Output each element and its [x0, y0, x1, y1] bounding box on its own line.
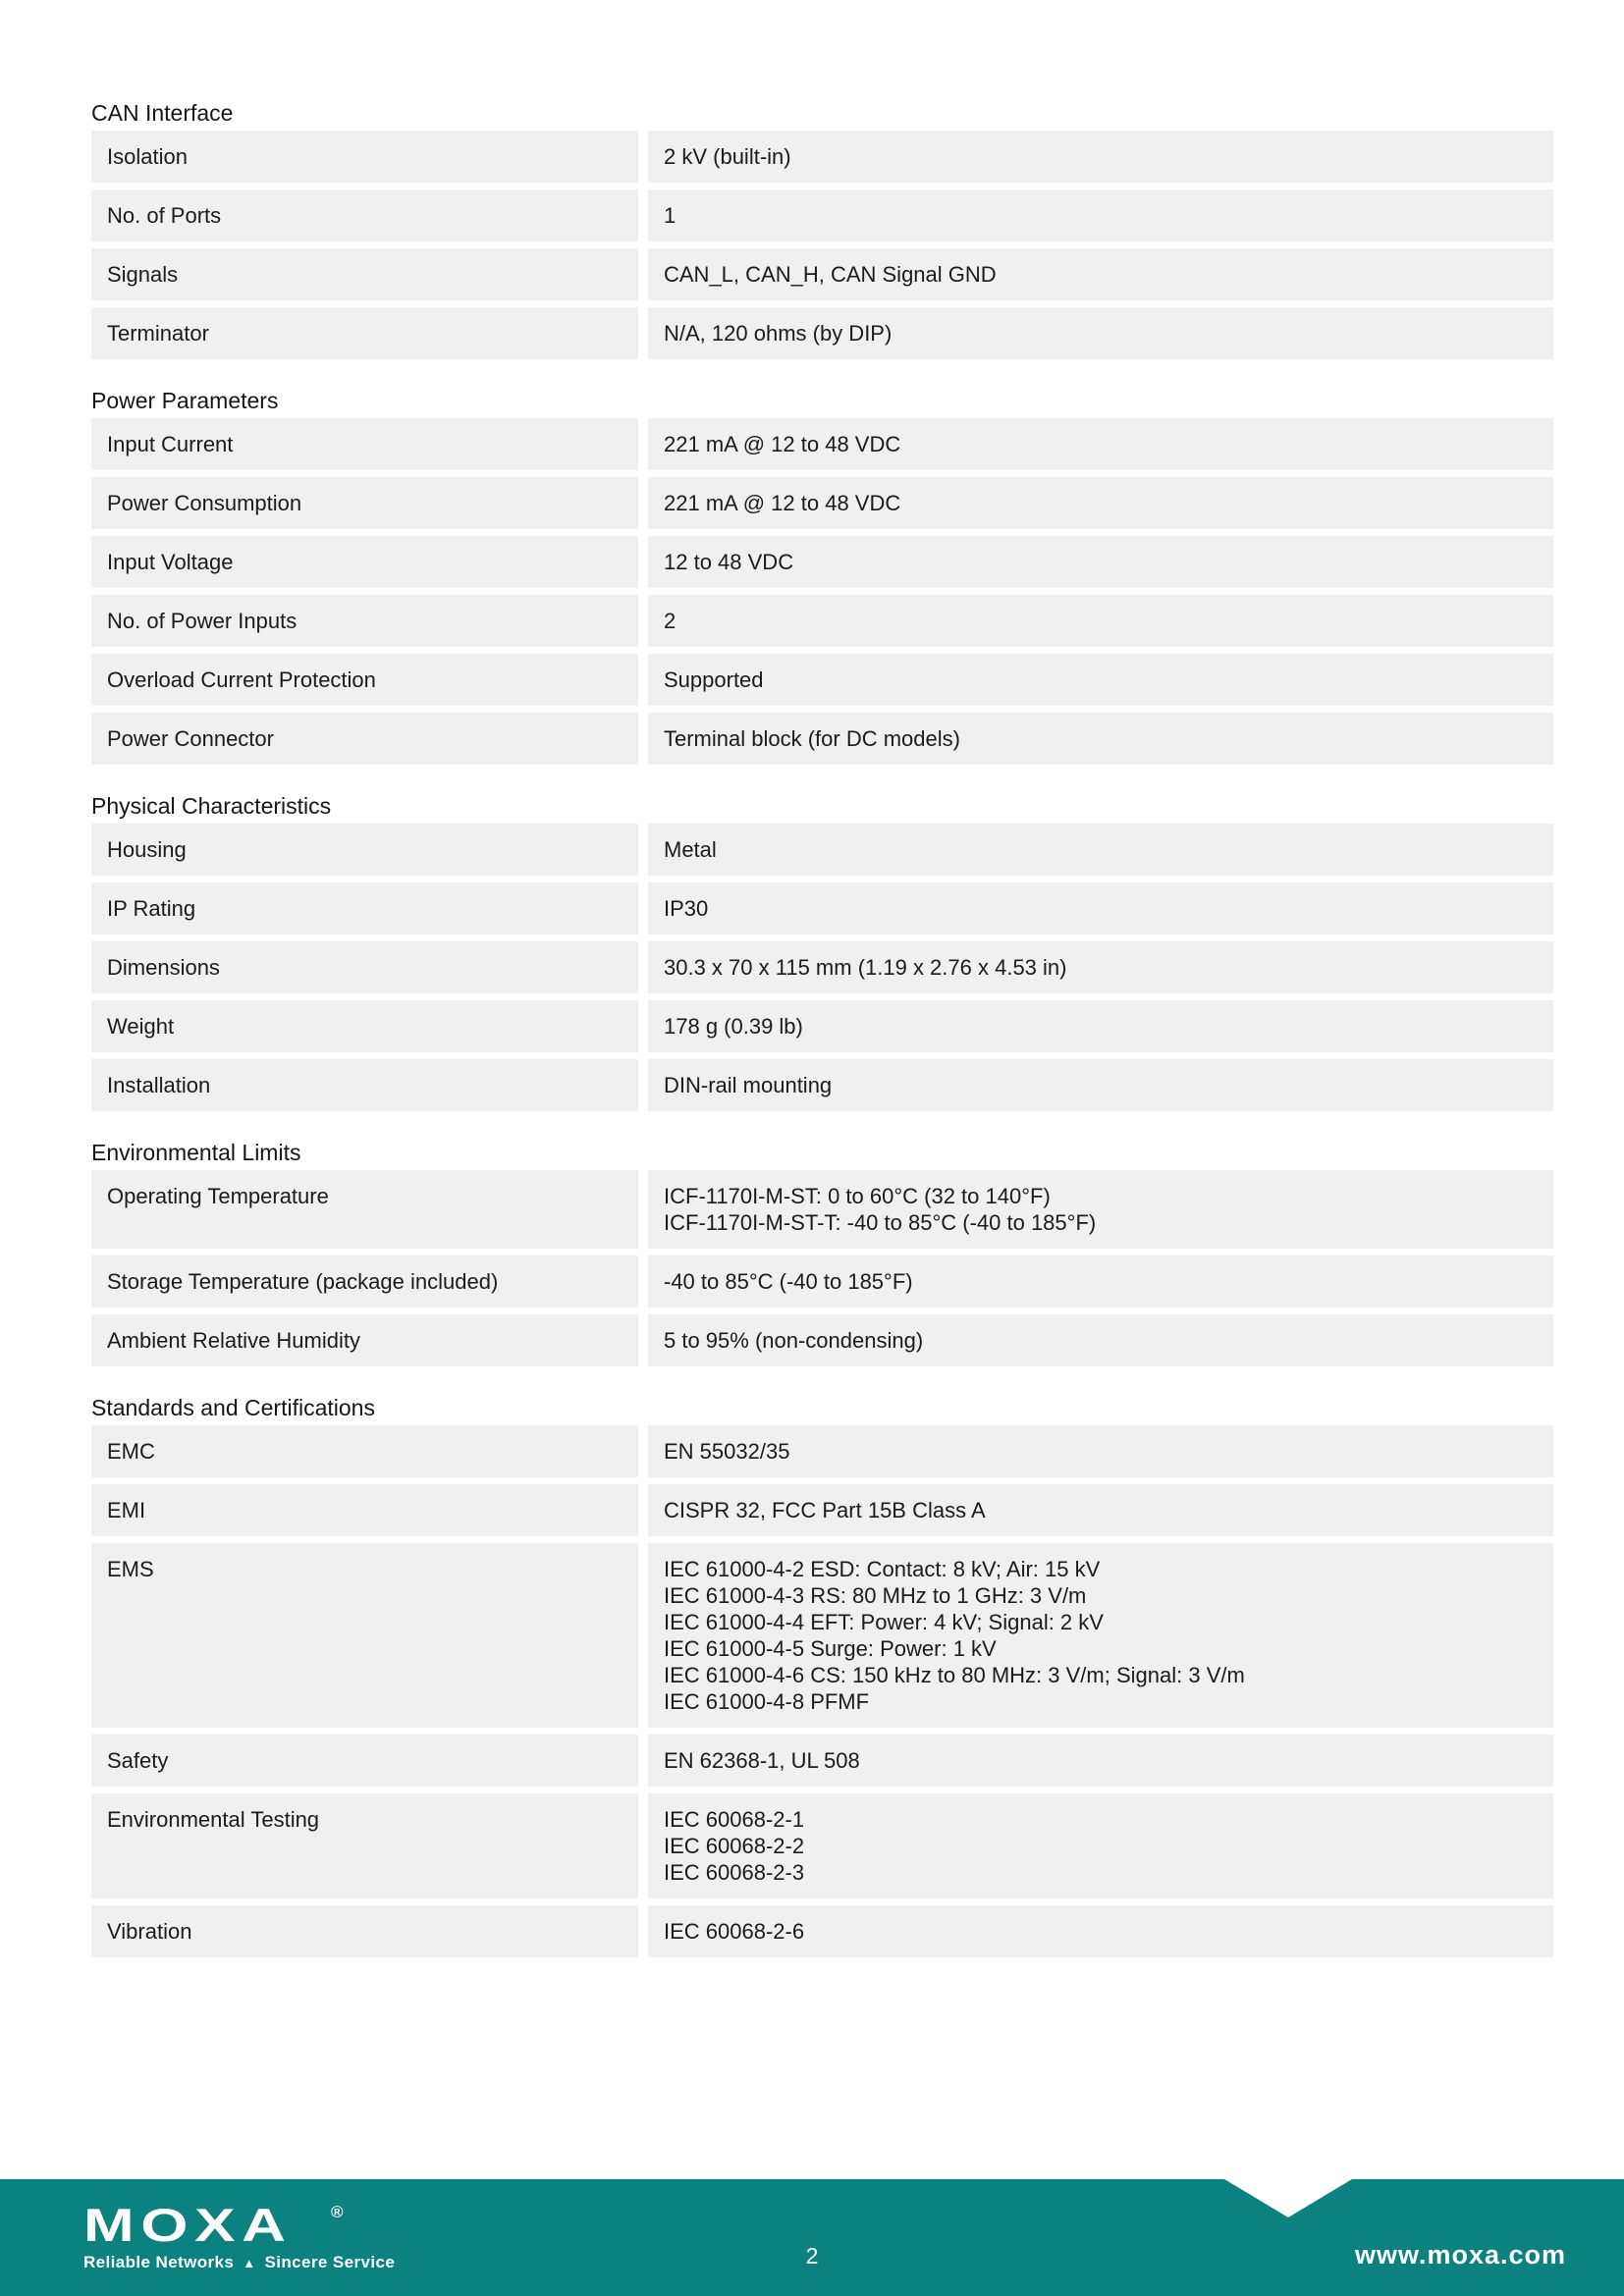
spec-value-line: N/A, 120 ohms (by DIP) — [664, 321, 893, 346]
table-row — [91, 189, 1553, 241]
spec-value-line: 30.3 x 70 x 115 mm (1.19 x 2.76 x 4.53 in) — [664, 955, 1067, 980]
table-row — [91, 1255, 1553, 1308]
spec-value-line: 2 — [664, 609, 677, 633]
spec-value-line: IEC 60068-2-6 — [664, 1919, 805, 1944]
spec-label: Installation — [91, 1059, 638, 1111]
spec-value-line: IEC 61000-4-6 CS: 150 kHz to 80 MHz: 3 V/m; Signal: 3 V/m — [664, 1663, 1245, 1687]
spec-value — [648, 131, 1553, 183]
spec-value — [648, 1000, 1553, 1052]
spec-label: Ambient Relative Humidity — [91, 1314, 638, 1366]
spec-value — [648, 477, 1553, 529]
table-row — [91, 713, 1553, 765]
table-row — [91, 941, 1553, 993]
section-rows — [91, 131, 1553, 359]
spec-value-line: DIN-rail mounting — [664, 1073, 833, 1097]
spec-label: Environmental Testing — [91, 1793, 638, 1898]
table-row — [91, 131, 1553, 183]
page-number: 2 — [805, 2243, 819, 2269]
spec-value — [648, 1314, 1553, 1366]
table-row — [91, 654, 1553, 706]
table-row — [91, 307, 1553, 359]
table-row — [91, 1059, 1553, 1111]
spec-value — [648, 824, 1553, 876]
table-row — [91, 418, 1553, 470]
spec-value — [648, 1793, 1553, 1898]
tagline-left: Reliable Networks — [83, 2253, 235, 2271]
spec-value-line: -40 to 85°C (-40 to 185°F) — [664, 1269, 913, 1294]
spec-value — [648, 536, 1553, 588]
table-row — [91, 248, 1553, 300]
spec-value-line: IEC 60068-2-1 — [664, 1807, 805, 1832]
spec-value-line: ICF-1170I-M-ST: 0 to 60°C (32 to 140°F) — [664, 1184, 1051, 1208]
spec-value — [648, 941, 1553, 993]
spec-value — [648, 418, 1553, 470]
spec-value-line: IEC 61000-4-2 ESD: Contact: 8 kV; Air: 15 kV — [664, 1557, 1101, 1581]
spec-label: IP Rating — [91, 882, 638, 934]
registered-trademark-icon: ® — [331, 2203, 344, 2221]
section-title: Physical Characteristics — [91, 793, 332, 819]
moxa-logo-text: MOXA — [83, 2199, 293, 2251]
spec-label: Power Consumption — [91, 477, 638, 529]
spec-label: Signals — [91, 248, 638, 300]
tagline-right: Sincere Service — [264, 2253, 396, 2271]
footer-bar — [0, 2179, 1624, 2296]
table-row — [91, 824, 1553, 876]
spec-label: No. of Power Inputs — [91, 595, 638, 647]
spec-section — [91, 791, 1553, 1111]
spec-value-line: Metal — [664, 837, 717, 862]
moxa-logo-wordmark — [83, 2199, 395, 2251]
spec-value-line: IEC 60068-2-3 — [664, 1860, 805, 1885]
chevron-down-notch-icon — [1224, 2179, 1352, 2217]
spec-value-line: CAN_L, CAN_H, CAN Signal GND — [664, 262, 997, 287]
spec-section — [91, 386, 1553, 765]
spec-label: EMS — [91, 1543, 638, 1728]
spec-label: EMC — [91, 1425, 638, 1477]
table-row — [91, 595, 1553, 647]
spec-value-line: 221 mA @ 12 to 48 VDC — [664, 432, 901, 456]
spec-value-line: IEC 61000-4-5 Surge: Power: 1 kV — [664, 1636, 997, 1661]
spec-value — [648, 1425, 1553, 1477]
spec-value — [648, 248, 1553, 300]
spec-label: Overload Current Protection — [91, 654, 638, 706]
section-title: Environmental Limits — [91, 1140, 301, 1165]
spec-value-line: EN 62368-1, UL 508 — [664, 1748, 860, 1773]
spec-value-line: IP30 — [664, 896, 709, 921]
spec-value — [648, 189, 1553, 241]
spec-value-line: Supported — [664, 667, 764, 692]
table-row — [91, 1735, 1553, 1787]
website-link[interactable]: www.moxa.com — [1354, 2240, 1566, 2269]
table-row — [91, 1484, 1553, 1536]
table-row — [91, 1170, 1553, 1249]
spec-label: Input Current — [91, 418, 638, 470]
section-rows — [91, 1170, 1553, 1366]
spec-value — [648, 595, 1553, 647]
spec-label: Input Voltage — [91, 536, 638, 588]
section-title: Standards and Certifications — [91, 1395, 375, 1420]
spec-value-line: IEC 61000-4-3 RS: 80 MHz to 1 GHz: 3 V/m — [664, 1583, 1087, 1608]
spec-value — [648, 1170, 1553, 1249]
spec-value-line: 221 mA @ 12 to 48 VDC — [664, 491, 901, 515]
spec-value — [648, 1059, 1553, 1111]
spec-value-line: 12 to 48 VDC — [664, 550, 794, 574]
table-row — [91, 1793, 1553, 1898]
spec-tables — [91, 98, 1553, 1964]
section-rows — [91, 418, 1553, 765]
spec-label: Terminator — [91, 307, 638, 359]
section-title: CAN Interface — [91, 100, 234, 126]
spec-label: EMI — [91, 1484, 638, 1536]
table-row — [91, 1905, 1553, 1957]
spec-value — [648, 1484, 1553, 1536]
spec-label: Power Connector — [91, 713, 638, 765]
table-row — [91, 1543, 1553, 1728]
section-rows — [91, 824, 1553, 1111]
spec-value — [648, 654, 1553, 706]
spec-value-line: 1 — [664, 203, 677, 228]
spec-value-line: CISPR 32, FCC Part 15B Class A — [664, 1498, 986, 1522]
spec-label: Safety — [91, 1735, 638, 1787]
spec-value-line: ICF-1170I-M-ST-T: -40 to 85°C (-40 to 185°F) — [664, 1210, 1097, 1235]
spec-value-line: 178 g (0.39 lb) — [664, 1014, 803, 1039]
spec-label: Storage Temperature (package included) — [91, 1255, 638, 1308]
table-row — [91, 477, 1553, 529]
spec-value — [648, 1255, 1553, 1308]
spec-label: Dimensions — [91, 941, 638, 993]
table-row — [91, 536, 1553, 588]
spec-section — [91, 1393, 1553, 1957]
spec-label: Operating Temperature — [91, 1170, 638, 1249]
spec-label: Housing — [91, 824, 638, 876]
spec-value-line: IEC 61000-4-8 PFMF — [664, 1689, 870, 1714]
table-row — [91, 1425, 1553, 1477]
spec-value — [648, 1735, 1553, 1787]
spec-value-line: Terminal block (for DC models) — [664, 726, 960, 751]
spec-section — [91, 98, 1553, 359]
spec-value-line: EN 55032/35 — [664, 1439, 790, 1464]
section-rows — [91, 1425, 1553, 1957]
spec-label: Weight — [91, 1000, 638, 1052]
spec-section — [91, 1138, 1553, 1366]
table-row — [91, 1000, 1553, 1052]
spec-value — [648, 882, 1553, 934]
spec-value — [648, 1905, 1553, 1957]
spec-value-line: 5 to 95% (non-condensing) — [664, 1328, 924, 1353]
spec-label: Isolation — [91, 131, 638, 183]
table-row — [91, 882, 1553, 934]
section-title: Power Parameters — [91, 388, 279, 413]
table-row — [91, 1314, 1553, 1366]
spec-value — [648, 307, 1553, 359]
spec-label: No. of Ports — [91, 189, 638, 241]
spec-value-line: 2 kV (built-in) — [664, 144, 791, 169]
spec-value — [648, 1543, 1553, 1728]
spec-value-line: IEC 60068-2-2 — [664, 1834, 805, 1858]
spec-value-line: IEC 61000-4-4 EFT: Power: 4 kV; Signal: 2 kV — [664, 1610, 1104, 1634]
triangle-icon: ▲ — [243, 2255, 256, 2270]
spec-label: Vibration — [91, 1905, 638, 1957]
spec-value — [648, 713, 1553, 765]
